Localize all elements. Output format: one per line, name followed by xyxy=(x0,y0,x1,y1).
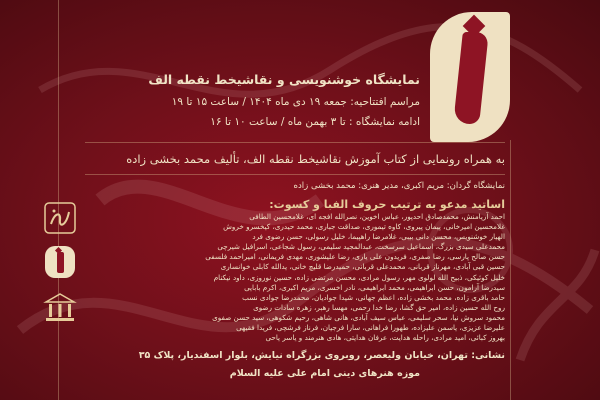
museum-emblem-icon xyxy=(42,290,78,326)
address-line: نشانی: تهران، خیابان ولیعصر، روبروی بزرگراه نیایش، بلوار اسفندیار، پلاک ۳۵ xyxy=(138,350,505,361)
names-line: سیدرضا آرامون، حسن ابراهیمی، محمد ابراهیمی، نادر اخسری، مریم اکبری، اکرم بابایی xyxy=(244,282,505,292)
exhibition-continuation: ادامه نمایشگاه : تا ۳ بهمن ماه / ساعت ۱۰ تا ۱۶ xyxy=(210,116,420,128)
names-line: حسین قبی آبادی، مهرناز قربانی، محمدعلی قربانی، حمیدرضا قلیچ خانی، یدالله کابلی خوانساری xyxy=(220,262,505,272)
frame-line-right xyxy=(510,140,511,400)
museum-name: موزه هنرهای دینی امام علی علیه السلام xyxy=(229,368,420,379)
divider-middle xyxy=(85,174,505,175)
curators-line: نمایشگاه گردان: مریم اکبری، مدیر هنری: محمد بخشی زاده xyxy=(293,181,505,191)
opening-ceremony: مراسم افتتاحیه: جمعه ۱۹ دی ماه ۱۴۰۴ / ساعت ۱۵ تا ۱۹ xyxy=(171,96,420,108)
names-line: روح الله حسین زاده، امیر حق گشا، رضا خدا رحمی، مهسا رهبر، زهره سادات رضوی xyxy=(253,302,505,312)
masters-names xyxy=(85,212,505,343)
names-line: احمد آریامنش، محمدصادق احدپور، عباس اخوین، نصرالله افجه ای، غلامحسین الطافی xyxy=(249,212,505,221)
book-unveiling: به همراه رونمایی از کتاب آموزش نقاشیخط نقطه الف، تألیف محمد بخشی زاده xyxy=(126,152,505,166)
names-line: محمدعلی سیدی بزرگ، اسماعیل سرسخت، عبدالمجید سلیمی، رسول شجاعی، اسرافیل شیرچی xyxy=(217,242,505,252)
names-line: خلیل کوئیکی، ذبیح الله لولوی مهر، رسول مرادی، محسن مرتضی زاده، حسین نوروزی، داود نیکنام xyxy=(213,272,505,282)
masters-heading: اساتید مدعو به ترتیب حروف الفبا و کسوت: xyxy=(269,198,505,211)
divider-top xyxy=(85,142,505,143)
names-line: الهیار خوشنویس، محسن دانی بیبی، غلامرضا راهپیما، خلیل رسولی، حسن رضوی فرد xyxy=(252,232,505,242)
names-line: حسن صالح پارسی، رضا صفری، فریدون علی یاری، رضا علیشوری، مهدی فریمانی، امیراحمد فلسفی xyxy=(205,252,505,262)
names-line: حامد باقری زاده، محمد بخشی زاده، اعظم جهانی، شیدا جوادیان، محمدرضا جوادی نسب xyxy=(242,292,505,302)
names-line: بهروز کبائی، امید مرادی، راحله هدایت، عرفان هدایتی، هادی هنرمند و یاسر یاحی xyxy=(265,333,505,343)
names-line: محمود سروش نیا، سحر سلیمی، عباس سیف آبادی، هانی شاهی، رحیم شکوهی، سید حسن صفوی xyxy=(212,312,505,322)
names-line: علیرضا عزیزی، یاسمن علیزاده، طهورا فراهانی، سارا فرجیان، فرناز فرشچی، فریدا فقیهی xyxy=(236,323,505,333)
exhibition-title: نمایشگاه خوشنویسی و نقاشیخط نقطه الف xyxy=(148,72,420,87)
names-line: غلامحسین امیرخانی، پیمان پیروی، کاوه تیموری، صداقت جباری، محمد حیدری، کیخسرو خروش xyxy=(223,222,505,232)
calligraphy-emblem-icon xyxy=(42,200,78,236)
alef-emblem-icon xyxy=(42,244,78,280)
nokteh-alef-logo-icon xyxy=(430,12,510,142)
